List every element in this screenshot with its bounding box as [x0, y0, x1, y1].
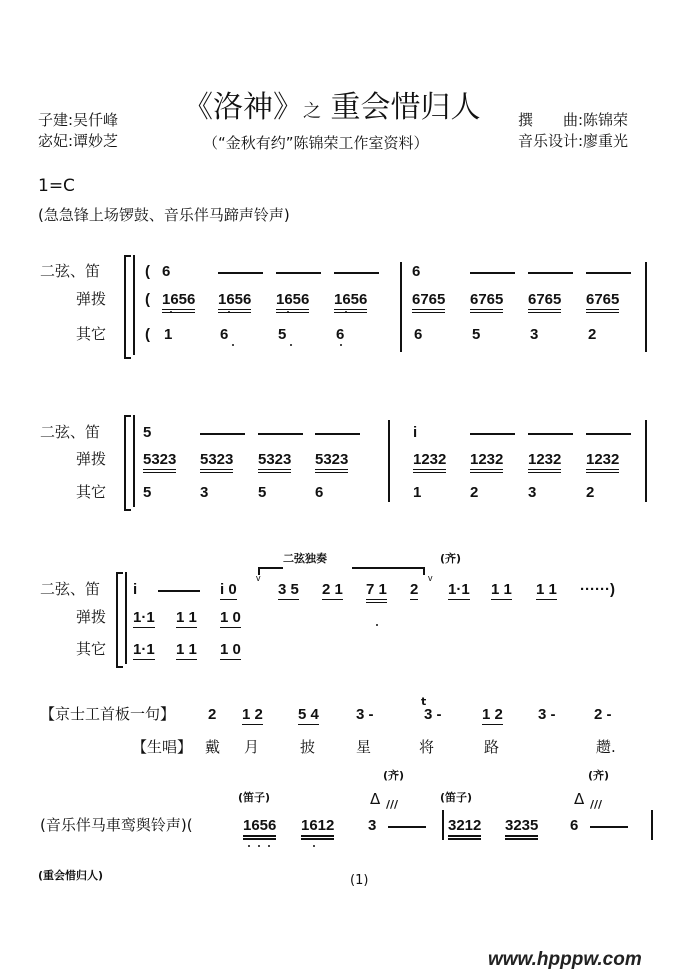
solo-label: 二弦独奏 — [283, 552, 327, 565]
part-label-tanbo: 弹拨 — [76, 450, 107, 468]
title-piece: 重会惜归人 — [330, 90, 481, 125]
note: 3 — [368, 817, 377, 834]
note: 6 — [315, 484, 324, 501]
note: 6765 — [470, 292, 503, 313]
octave-dot — [376, 624, 378, 626]
sustain-dash — [528, 272, 573, 274]
note: 6 — [414, 326, 423, 343]
note: 1 0 — [220, 609, 241, 626]
note: 1656 — [334, 292, 367, 313]
note: 6765 — [412, 292, 445, 313]
note: 6 — [570, 817, 579, 834]
part-label-other: 其它 — [76, 325, 107, 343]
octave-dot — [228, 311, 230, 313]
unison-mark: (齐) — [383, 769, 405, 782]
lyric: 星 — [356, 738, 372, 756]
grace-note: t — [421, 695, 427, 708]
lyric: 路 — [484, 738, 500, 756]
part-label-erxian: 二弦、笛 — [40, 580, 101, 598]
sustain-dash — [276, 272, 321, 274]
instrument-label: (笛子) — [238, 791, 271, 804]
note: 1656 — [162, 292, 195, 313]
note: 2 — [410, 581, 419, 598]
sustain-dash — [470, 433, 515, 435]
note: 1656 — [243, 818, 276, 840]
note: 1232 — [470, 452, 503, 473]
barline — [645, 262, 647, 352]
part-label-other: 其它 — [76, 483, 107, 501]
note: 5323 — [315, 452, 348, 473]
note: 1232 — [413, 452, 446, 473]
octave-dot — [268, 845, 270, 847]
sustain-dash — [258, 433, 303, 435]
note: 1232 — [586, 452, 619, 473]
note: 1·1 — [133, 609, 155, 626]
cast-zijian: 子建:吴仟峰 — [38, 111, 119, 129]
note: 1 2 — [242, 706, 263, 723]
note: v — [256, 573, 261, 583]
note: 3 - — [424, 706, 442, 723]
note: 6 — [162, 263, 171, 280]
cast-fufei: 宓妃:谭妙芝 — [38, 132, 119, 150]
note: 5323 — [258, 452, 291, 473]
instrument-label: (笛子) — [440, 791, 473, 804]
note: v — [428, 573, 433, 583]
note: 1·1 — [448, 581, 470, 598]
system-bracket — [116, 572, 123, 668]
note: 2 — [588, 326, 597, 343]
note: 5 — [472, 326, 481, 343]
note: 1 0 — [220, 641, 241, 658]
footer-title: (重会惜归人) — [38, 869, 104, 882]
note: 3 - — [356, 706, 374, 723]
note: 5 — [258, 484, 267, 501]
note: 5 — [278, 326, 287, 343]
subtitle: （“金秋有约”陈锦荣工作室资料） — [203, 134, 429, 152]
note: 2 — [208, 706, 217, 723]
intro-note: (急急锋上场锣鼓、音乐伴马蹄声铃声) — [38, 206, 290, 224]
section-label: 【京士工首板一句】 — [40, 705, 176, 723]
system-bracket — [124, 415, 131, 511]
lyric: 趱. — [596, 738, 616, 756]
note: 1 — [413, 484, 422, 501]
barline — [442, 810, 444, 840]
sustain-dash — [218, 272, 263, 274]
note: i — [133, 581, 138, 598]
sustain-dash — [388, 826, 426, 828]
barline — [400, 262, 402, 352]
note: 5 — [143, 484, 152, 501]
sustain-dash — [528, 433, 573, 435]
note: 1656 — [276, 292, 309, 313]
note: 1 — [164, 326, 173, 343]
solo-bracket-end — [423, 567, 425, 575]
watermark: www.hpppw.com — [488, 949, 642, 970]
note: 5 4 — [298, 706, 319, 723]
note: ······) — [580, 581, 615, 598]
system-bracket — [124, 255, 131, 359]
part-label-erxian: 二弦、笛 — [40, 262, 101, 280]
tremolo-mark: /// — [590, 798, 603, 811]
credit-composer: 撰 曲:陈锦荣 — [518, 111, 629, 129]
note: 5323 — [143, 452, 176, 473]
system-barline — [125, 572, 127, 664]
unison-mark: (齐) — [588, 769, 610, 782]
part-label-erxian: 二弦、笛 — [40, 423, 101, 441]
barline — [651, 810, 653, 840]
barline — [388, 420, 390, 502]
octave-dot — [340, 344, 342, 346]
note: 3 - — [538, 706, 556, 723]
solo-bracket-line — [352, 567, 424, 569]
sustain-dash — [200, 433, 245, 435]
lyric: 戴 — [205, 738, 221, 756]
note: 7 1 — [366, 582, 387, 603]
octave-dot — [287, 311, 289, 313]
octave-dot — [345, 311, 347, 313]
solo-bracket-line — [258, 567, 283, 569]
octave-dot — [232, 344, 234, 346]
octave-dot — [248, 845, 250, 847]
part-label-tanbo: 弹拨 — [76, 290, 107, 308]
lyric: 披 — [300, 738, 316, 756]
title-connector: 之 — [303, 101, 321, 122]
tremolo-mark: /// — [386, 798, 399, 811]
note: 6765 — [586, 292, 619, 313]
system-barline — [133, 255, 135, 355]
barline — [645, 420, 647, 502]
sustain-dash — [158, 590, 200, 592]
page-number: (1) — [350, 873, 369, 888]
lyric: 将 — [419, 738, 435, 756]
sustain-dash — [586, 433, 631, 435]
note: 1 1 — [491, 581, 512, 598]
note: 6 — [412, 263, 421, 280]
paren: ( — [145, 326, 150, 343]
note: i — [413, 424, 418, 441]
octave-dot — [313, 845, 315, 847]
note: 1·1 — [133, 641, 155, 658]
system-barline — [133, 415, 135, 507]
note: 1232 — [528, 452, 561, 473]
score-title — [183, 90, 481, 125]
octave-dot — [170, 311, 172, 313]
note: 1 1 — [176, 641, 197, 658]
note: 6765 — [528, 292, 561, 313]
note: 3 — [200, 484, 209, 501]
note: 3235 — [505, 818, 538, 840]
octave-dot — [290, 344, 292, 346]
octave-dot — [258, 845, 260, 847]
note: 6 — [336, 326, 345, 343]
note: 1 2 — [482, 706, 503, 723]
sustain-dash — [590, 826, 628, 828]
part-label-other: 其它 — [76, 640, 107, 658]
paren: ( — [145, 263, 150, 280]
note: 5323 — [200, 452, 233, 473]
accent-mark: Δ — [574, 790, 585, 808]
paren: ( — [145, 291, 150, 308]
note: 5 — [143, 424, 152, 441]
accompaniment-label: (音乐伴马車鸾舆铃声)( — [40, 816, 193, 834]
note: 2 - — [594, 706, 612, 723]
note: 2 — [586, 484, 595, 501]
note: 3212 — [448, 818, 481, 840]
unison-mark: (齐) — [440, 552, 462, 565]
note: 2 1 — [322, 581, 343, 598]
note: 1656 — [218, 292, 251, 313]
title-opera: 《洛神》 — [183, 90, 303, 125]
accent-mark: Δ — [370, 790, 381, 808]
sustain-dash — [470, 272, 515, 274]
note: 3 — [530, 326, 539, 343]
note: 2 — [470, 484, 479, 501]
note: 1 1 — [176, 609, 197, 626]
part-label-tanbo: 弹拨 — [76, 608, 107, 626]
sustain-dash — [586, 272, 631, 274]
sustain-dash — [315, 433, 360, 435]
note: i 0 — [220, 581, 237, 598]
sustain-dash — [334, 272, 379, 274]
lyric: 月 — [244, 738, 260, 756]
key-signature: 1=C — [38, 176, 75, 196]
note: 3 5 — [278, 581, 299, 598]
credit-music-design: 音乐设计:廖重光 — [518, 132, 629, 150]
note: 1612 — [301, 818, 334, 840]
note: 6 — [220, 326, 229, 343]
note: 3 — [528, 484, 537, 501]
singer-label: 【生唱】 — [132, 738, 193, 756]
note: 1 1 — [536, 581, 557, 598]
